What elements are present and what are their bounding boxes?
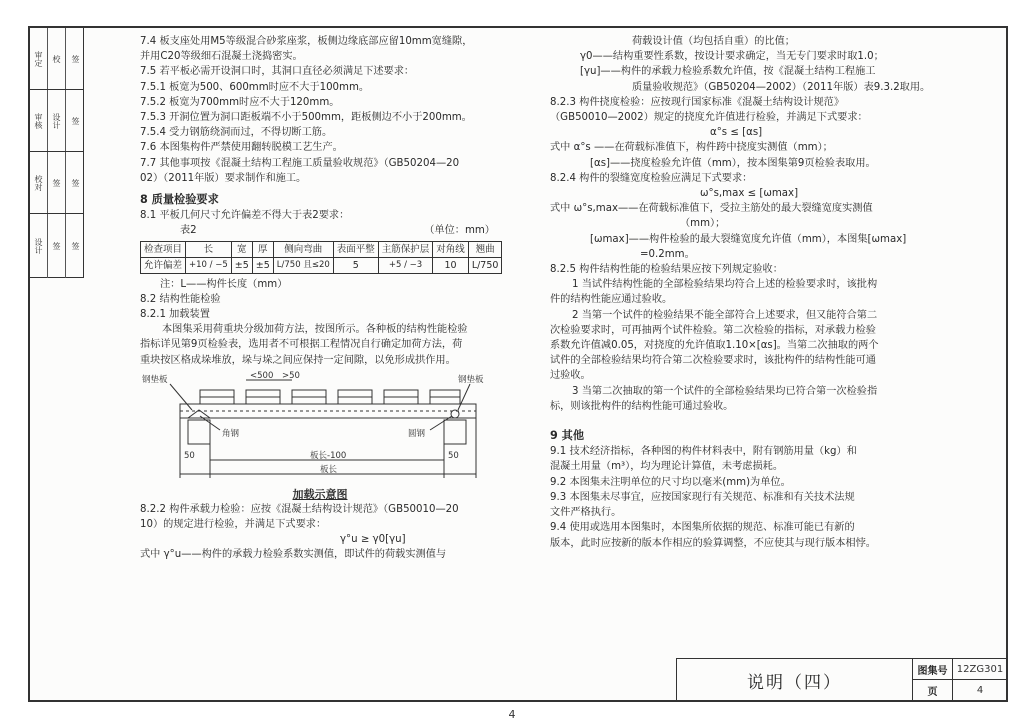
page-cell (913, 680, 1007, 701)
text-line: 7.5.4 受力钢筋绕洞而过，不得切断工筋。 (140, 127, 333, 139)
sidebar-cell: 签 (71, 178, 80, 187)
text-line: 文件严格执行。 (550, 507, 622, 519)
text-line: 系数允许值减0.05，对挠度的允许值取1.10×[αs]。当第二次抽取的两个 (550, 340, 879, 352)
text-line: 1 当试件结构性能的全部检验结果均符合上述的检验要求时，该批构 (572, 279, 878, 291)
text-line: 版本，此时应按新的版本作相应的验算调整，不应使其与现行版本相悖。 (550, 537, 876, 549)
table-header-cell: 对角线 (433, 241, 469, 257)
text-line: 荷载设计值（均包括自重）的比值； (632, 36, 795, 47)
sidebar-cell: 签 (48, 214, 66, 278)
title-block (676, 658, 1006, 700)
table-header-cell: 长 (186, 241, 232, 257)
text-line: 8.2.2 构件承载力检验：应按《混凝土结构设计规范》（GB50010—20 (140, 503, 459, 515)
table-cell: L/750 (468, 257, 502, 273)
text-line: 9.2 本图集未注明单位的尺寸均以毫米(mm)为单位。 (550, 476, 791, 488)
table-caption-row (110, 223, 495, 238)
text-line: 9.4 使用或选用本图集时，本图集所依据的规范、标准可能已有新的 (550, 522, 855, 534)
table-caption: 表2 (180, 225, 197, 237)
table-unit: （单位：mm） (424, 225, 495, 237)
label-round: 圆钢 (408, 428, 426, 439)
tolerance-table (140, 241, 502, 274)
sheet-title: 说明（四） (677, 659, 913, 701)
text-line: γ0——结构重要性系数，按设计要求确定，当无专门要求时取1.0； (580, 51, 884, 63)
text-line: 7.6 本图集构件严禁使用翻转脱模工艺生产。 (140, 142, 343, 154)
text-line: 式中 α°s ——在荷载标准值下，构件跨中挠度实测值（mm）； (550, 142, 833, 154)
text-line: 本图集采用荷重块分级加荷方法，按图所示。各种板的结构性能检验 (162, 324, 468, 336)
formula: α°s ≤ [αs] (710, 127, 763, 139)
sidebar-cell: 签 (48, 152, 66, 213)
sidebar-row (30, 90, 84, 152)
text-line: 件的结构性能应通过验收。 (550, 294, 673, 306)
sidebar-row (30, 28, 84, 90)
text-line: 02）（2011年版）要求制作和施工。 (140, 172, 307, 184)
table-row (141, 257, 502, 273)
text-line: 7.4 板支座处用M5等级混合砂浆座浆，板侧边缘底部应留10mm宽缝隙， (140, 36, 473, 47)
text-line: （GB50010—2002）规定的挠度允许值进行检验，并满足下式要求： (550, 112, 868, 124)
text-line: 式中 ω°s,max——在荷载标准值下，受拉主筋处的最大裂缝宽度实测值 (550, 203, 873, 215)
table-header-row (141, 241, 502, 257)
table-cell: 5 (333, 257, 378, 273)
text-line: 过验收。 (550, 370, 591, 382)
text-line: 重块按区格成垛堆放，垛与垛之间应保持一定间隙，以免形成拱作用。 (140, 354, 456, 366)
sidebar-cell: 签 (71, 54, 80, 63)
dim-end-right: 50 (448, 450, 459, 461)
sidebar-row (30, 214, 84, 278)
formula: ω°s,max ≤ [ωmax] (700, 188, 799, 200)
text-line: 8.2.1 加载装置 (140, 309, 210, 321)
text-line: 并用C20等级细石混凝土浇捣密实。 (140, 51, 303, 63)
text-line: 7.5 若平板必需开设洞口时，其洞口直径必须满足下述要求： (140, 66, 415, 78)
text-line: 8.2.5 构件结构性能的检验结果应按下列规定验收： (550, 264, 783, 276)
table-header-cell: 检查项目 (141, 241, 186, 257)
table-cell: 10 (433, 257, 469, 273)
page-label: 页 (913, 680, 953, 701)
atlas-label: 图集号 (913, 659, 953, 679)
sidebar-cell: 审定 (30, 28, 48, 89)
text-line: 混凝土用量（m³），均为理论计算值，未考虑损耗。 (550, 461, 784, 473)
text-line: 9.3 本图集未尽事宜，应按国家现行有关规范、标准和有关技术法规 (550, 491, 855, 503)
section-heading: 9 其他 (550, 429, 585, 443)
text-line: 7.5.3 开洞位置为洞口距板端不小于500mm，距板侧边不小于200mm。 (140, 112, 472, 124)
text-line: 7.5.1 板宽为500、600mm时应不大于100mm。 (140, 81, 370, 93)
table-cell: L/750 且≤20 (273, 257, 333, 273)
text-line: （mm）； (680, 218, 726, 230)
left-column (110, 34, 522, 563)
table-header-cell: 侧向弯曲 (273, 241, 333, 257)
atlas-value: 12ZG301 (956, 663, 1004, 675)
text-line: 9.1 技术经济指标，各种图的构件材料表中，附有钢筋用量（kg）和 (550, 446, 857, 458)
text-line: [ωmax]——构件检验的最大裂缝宽度允许值（mm），本图集[ωmax] (590, 233, 907, 245)
dim-end-left: 50 (184, 450, 195, 461)
sidebar-cell: 签 (71, 116, 80, 125)
text-line: 试件的全部检验结果均符合第二次检验要求时，该批构件的结构性能可通 (550, 355, 876, 367)
table-cell: ±5 (252, 257, 273, 273)
formula: γ°u ≥ γ0[γu] (340, 534, 406, 546)
table-header-cell: 厚 (252, 241, 273, 257)
text-line: 标，则该批构件的结构性能可通过验收。 (550, 400, 734, 412)
loading-diagram (140, 370, 500, 502)
text-line: 3 当第二次抽取的第一个试件的全部检验结果均已符合第一次检验指 (572, 385, 878, 397)
text-line: 式中 γ°u——构件的承载力检验系数实测值，即试件的荷载实测值与 (140, 549, 447, 561)
atlas-number-cell (913, 659, 1007, 680)
text-line: 7.7 其他事项按《混凝土结构工程施工质量验收规范》（GB50204—20 (140, 157, 460, 169)
text-line: 8.2 结构性能检验 (140, 293, 221, 305)
sidebar-cell: 设计 (30, 214, 48, 278)
page-value: 4 (976, 685, 984, 696)
table-header-cell: 主筋保护层 (378, 241, 433, 257)
text-line: 8.2.4 构件的裂缝宽度检验应满足下式要求： (550, 172, 753, 184)
text-line: [αs]——挠度检验允许值（mm），按本图集第9页检验表取用。 (590, 157, 876, 169)
table-header-cell: 宽 (231, 241, 252, 257)
dim-top-b: >50 (282, 370, 300, 381)
text-line: 指标详见第9页检验表，选用者不可根据工程情况自行确定加荷方法，荷 (140, 339, 463, 351)
table-cell: +10 / −5 (186, 257, 232, 273)
page-number: 4 (508, 708, 516, 721)
text-line: [γu]——构件的承载力检验系数允许值，按《混凝土结构工程施工 (580, 66, 876, 78)
dim-total: 板长 (320, 464, 338, 475)
text-line: 7.5.2 板宽为700mm时应不大于120mm。 (140, 96, 340, 108)
text-line: 2 当第一个试件的检验结果不能全部符合上述要求，但又能符合第二 (572, 309, 878, 321)
text-line: =0.2mm。 (640, 248, 695, 260)
section-heading: 8 质量检验要求 (140, 193, 219, 207)
signature-sidebar (30, 28, 84, 278)
drawing-sheet (28, 26, 1008, 702)
text-line: 8.2.3 构件挠度检验：应按现行国家标准《混凝土结构设计规范》 (550, 96, 845, 108)
label-right-plate: 钢垫板 (458, 374, 484, 385)
right-column (550, 34, 990, 551)
sidebar-cell: 设计 (48, 90, 66, 151)
label-angle: 角钢 (222, 428, 240, 439)
sidebar-row (30, 152, 84, 214)
sidebar-cell: 审核 (30, 90, 48, 151)
sidebar-cell: 校对 (30, 152, 48, 213)
text-line: 8.1 平板几何尺寸允许偏差不得大于表2要求： (140, 210, 350, 222)
text-line: 次检验要求时，可再抽两个试件检验。第二次检验的指标，对承载力检验 (550, 324, 876, 336)
table-header-cell: 翘曲 (468, 241, 502, 257)
dim-span: 板长-100 (310, 450, 347, 461)
loading-diagram-svg (140, 370, 500, 482)
diagram-title: 加载示意图 (292, 488, 348, 502)
text-line: 质量验收规范》（GB50204—2002）（2011年版）表9.3.2取用。 (632, 81, 931, 93)
support-right (444, 420, 466, 444)
sidebar-cell: 签 (71, 242, 80, 250)
label-left-plate: 钢垫板 (142, 374, 168, 385)
table-cell: +5 / −3 (378, 257, 433, 273)
table-cell: 允许偏差 (141, 257, 186, 273)
table-cell: ±5 (231, 257, 252, 273)
text-line: 10）的规定进行检验，并满足下式要求： (140, 519, 327, 531)
table-header-cell: 表面平整 (333, 241, 378, 257)
support-left (188, 420, 210, 444)
table-note: 注：L——构件长度（mm） (160, 278, 288, 290)
sidebar-cell: 校 (48, 28, 66, 89)
dim-top-a: <500 (250, 370, 274, 381)
